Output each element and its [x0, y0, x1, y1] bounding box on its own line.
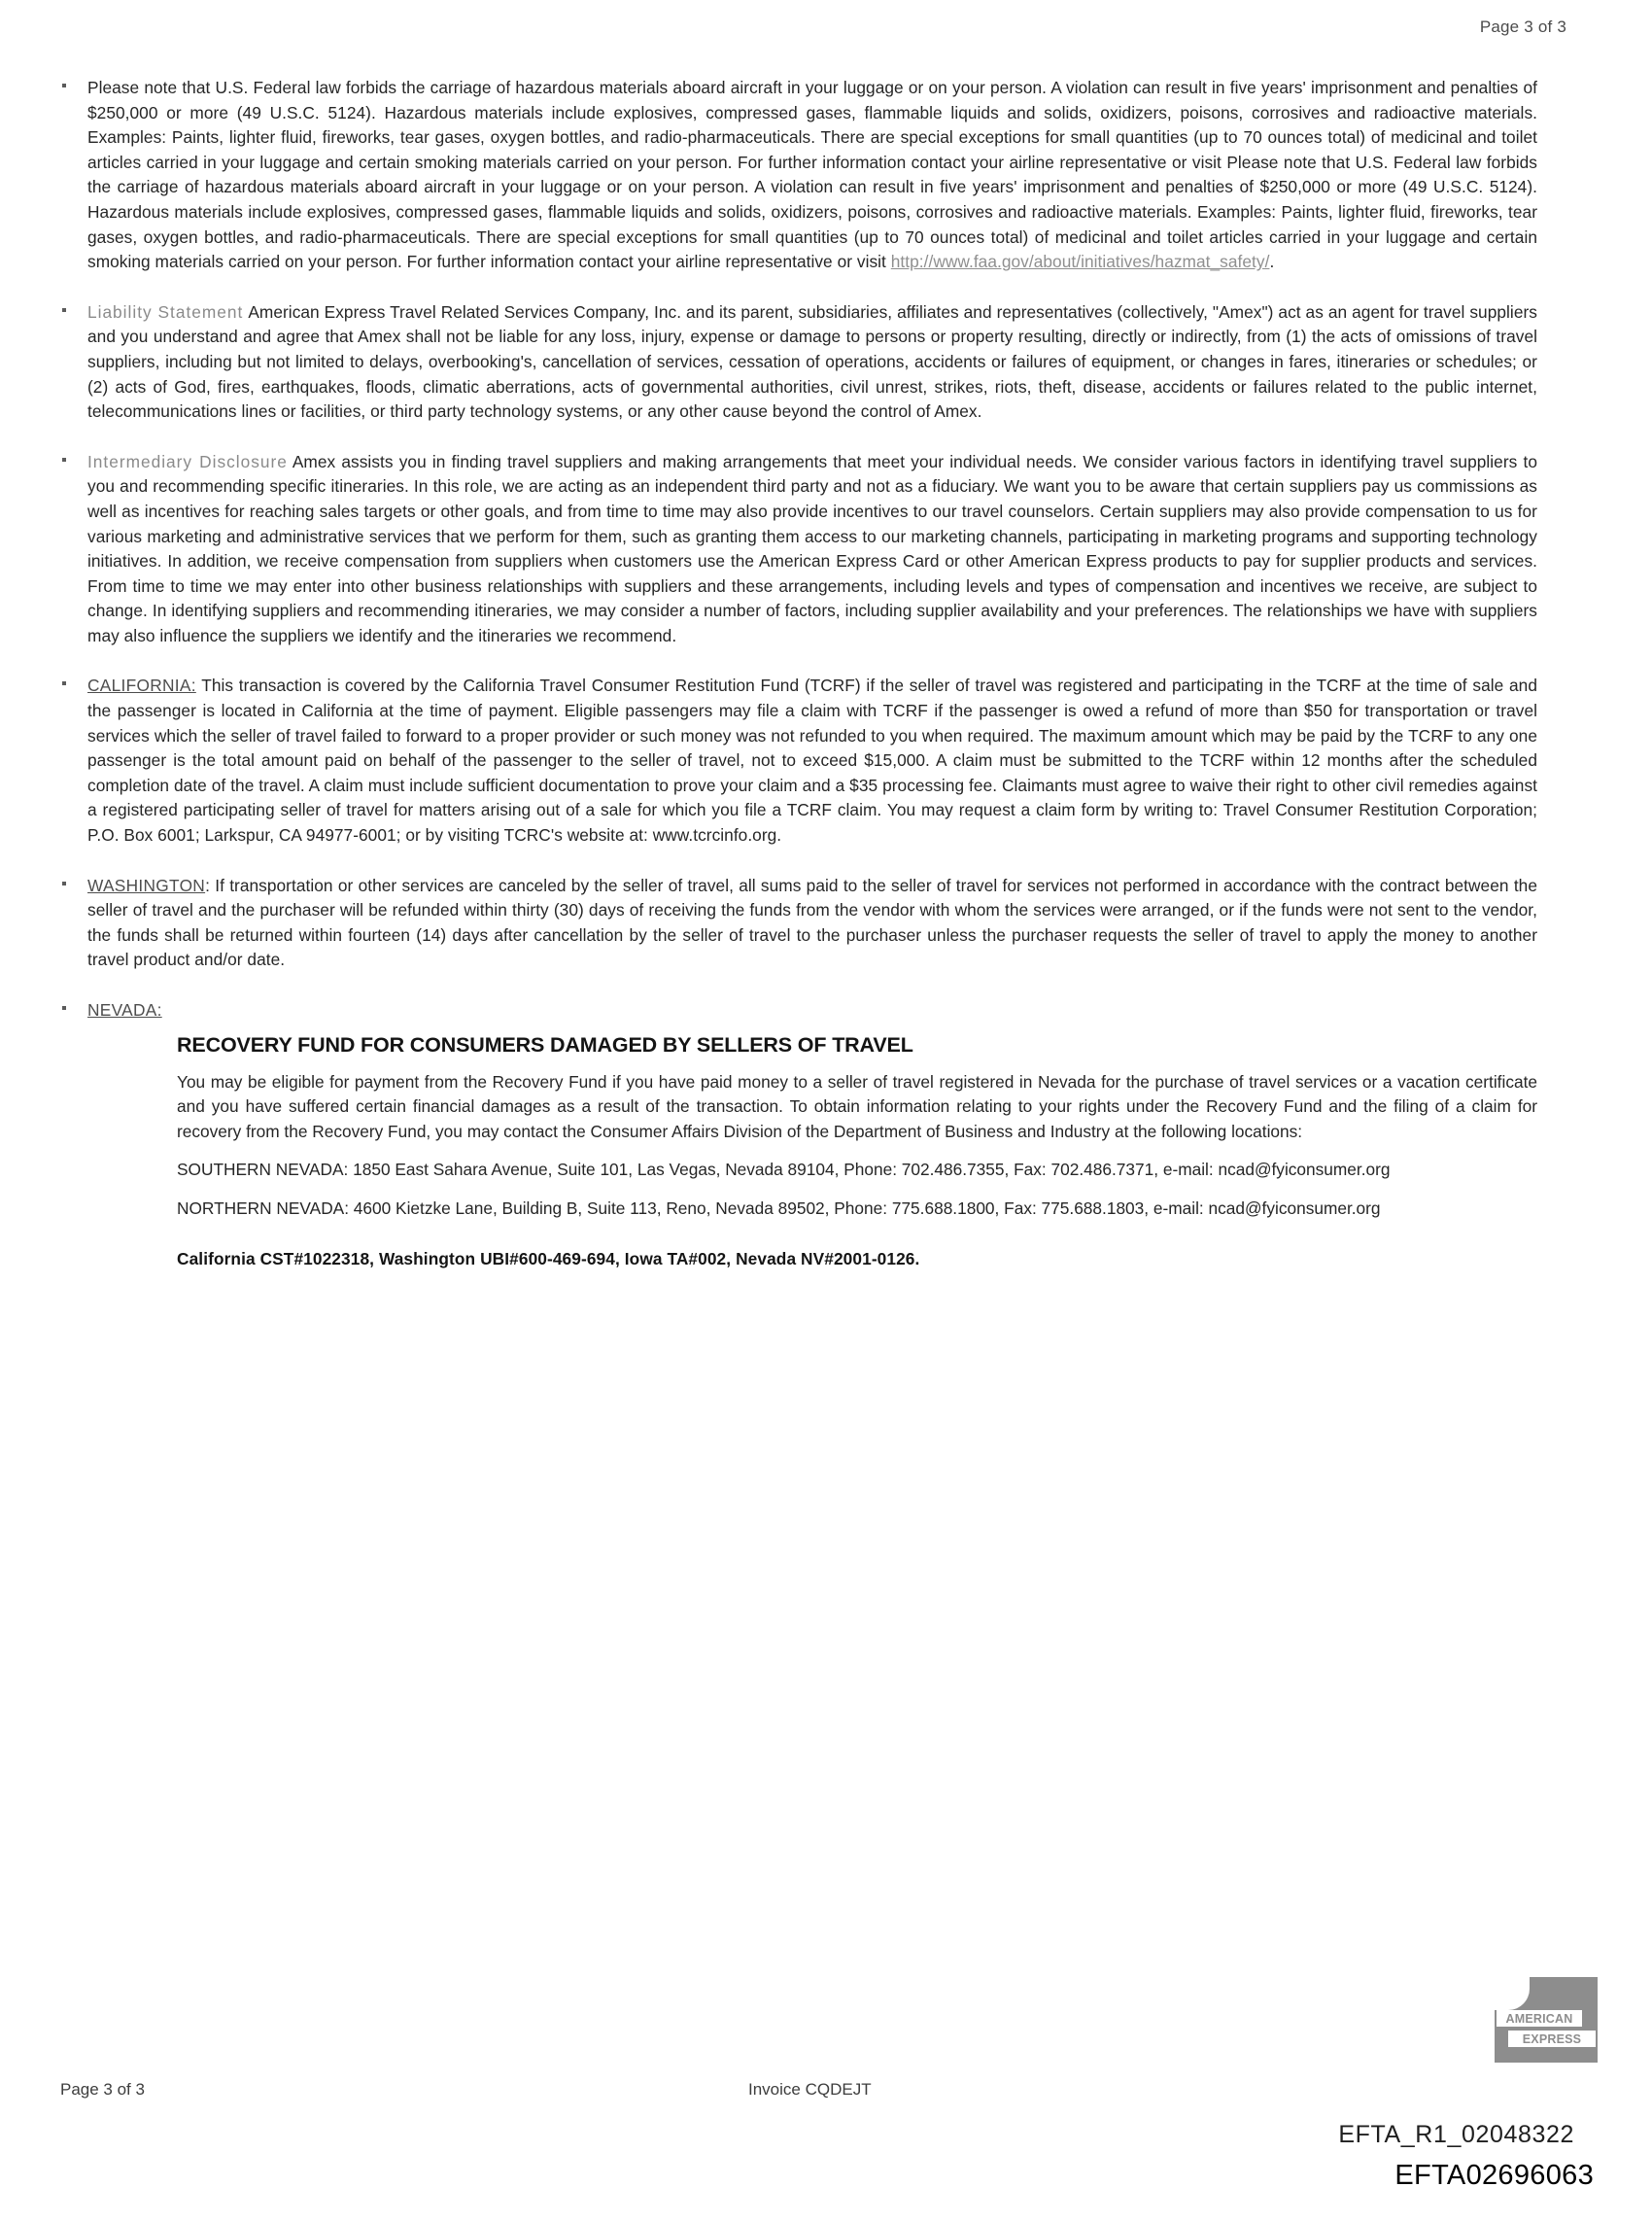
bullet-item-liability — [60, 300, 1537, 425]
logo-text-express: EXPRESS — [1508, 2031, 1596, 2047]
document-body — [60, 76, 1537, 1297]
southern-nevada-address: SOUTHERN NEVADA: 1850 East Sahara Avenue, Suite 101, Las Vegas, Nevada 89104, Phone: 702.486.7355, Fax: 702.486.7371, e-mail: ncad@fyiconsumer.org — [177, 1160, 1391, 1180]
washington-text: : If transportation or other services are canceled by the seller of travel, all sums paid to the seller of travel for services not performed in accordance with the contract between the seller of travel and the purchaser will be refunded within thirty (30) days of receiving the funds from the vendor with whom the services were arranged, or if the funds were not sent to the vendor, the funds shall be returned within fourteen (14) days after cancellation by the seller of travel to the purchaser unless the purchaser requests the seller of travel to apply the money to another travel product and/or date. — [87, 875, 1537, 970]
bates-stamp-secondary: EFTA02696063 — [1394, 2160, 1594, 2191]
intermediary-label: Intermediary Disclosure — [87, 451, 288, 471]
bullet-dot-icon — [62, 458, 66, 462]
paragraph-intermediary-disclosure — [87, 450, 1537, 649]
footer-page-indicator: Page 3 of 3 — [60, 2080, 145, 2099]
bullet-dot-icon — [62, 1006, 66, 1010]
american-express-logo — [1495, 1977, 1598, 2063]
liability-text: American Express Travel Related Services Company, Inc. and its parent, subsidiaries, affiliates and representatives (collectively, "Amex") act as an agent for travel suppliers and you understand and agree that Amex shall not be liable for any loss, injury, expense or damage to persons or property resulting, directly or indirectly, from (1) the acts of omissions of travel suppliers, including but not limited to delays, overbooking's, cancellation of services, cessation of operations, accidents or failures of equipment, or changes in fares, itineraries or schedules; or (2) acts of God, fires, earthquakes, floods, climatic aberrations, acts of governmental authorities, civil unrest, strikes, riots, theft, disease, accidents or failures related to the public internet, telecommunications lines or facilities, or third party technology systems, or any other cause beyond the control of Amex. — [87, 301, 1537, 422]
logo-notch-shape — [1495, 1977, 1530, 2010]
bullet-dot-icon — [62, 84, 66, 87]
california-label: CALIFORNIA: — [87, 676, 196, 696]
california-text: This transaction is covered by the California Travel Consumer Restitution Fund (TCRF) if the seller of travel was registered and participating in the TCRF at the time of sale and the passenger is located in California at the time of payment. Eligible passengers may file a claim with TCRF if the passenger is owed a refund of more than $50 for transportation or travel services which the seller of travel failed to forward to a proper provider or such money was not refunded to you when required. The maximum amount which may be paid by the TCRF to any one passenger is the total amount paid on behalf of the passenger to the seller of travel, not to exceed $15,000. A claim must be submitted to the TCRF within 12 months after the scheduled completion date of the travel. A claim must include sufficient documentation to prove your claim and a $35 processing fee. Claimants must agree to waive their right to other civil remedies against a registered participating seller of travel for matters arising out of a sale for which you file a TCRF claim. You may request a claim form by writing to: Travel Consumer Restitution Corporation; P.O. Box 6001; Larkspur, CA 94977-6001; or by visiting TCRC's website at: www.tcrcinfo.org. — [87, 676, 1537, 846]
footer-invoice-number: Invoice CQDEJT — [748, 2080, 872, 2099]
hazmat-text: Please note that U.S. Federal law forbids the carriage of hazardous materials aboard aircraft in your luggage or on your person. A violation can result in five years' imprisonment and penalties of $250,000 or more (49 U.S.C. 5124). Hazardous materials include explosives, compressed gases, flammable liquids and solids, oxidizers, poisons, corrosives and radioactive materials. Examples: Paints, lighter fluid, fireworks, tear gases, oxygen bottles, and radio-pharmaceuticals. There are special exceptions for small quantities (up to 70 ounces total) of medicinal and toilet articles carried in your luggage and certain smoking materials carried on your person. For further information contact your airline representative or visit Please note that U.S. Federal law forbids the carriage of hazardous materials aboard aircraft in your luggage or on your person. A violation can result in five years' imprisonment and penalties of $250,000 or more (49 U.S.C. 5124). Hazardous materials include explosives, compressed gases, flammable liquids and solids, oxidizers, poisons, corrosives and radioactive materials. Examples: Paints, lighter fluid, fireworks, tear gases, oxygen bottles, and radio-pharmaceuticals. There are special exceptions for small quantities (up to 70 ounces total) of medicinal and toilet articles carried in your luggage and certain smoking materials carried on your person. For further information contact your airline representative or visit — [87, 78, 1537, 272]
seller-of-travel-license-numbers: California CST#1022318, Washington UBI#600-469-694, Iowa TA#002, Nevada NV#2001-0126. — [177, 1248, 920, 1268]
washington-label: WASHINGTON — [87, 875, 206, 895]
hazmat-tail: . — [1269, 252, 1275, 272]
paragraph-nevada-label — [87, 998, 1537, 1024]
paragraph-liability — [87, 300, 1537, 425]
bullet-item-washington — [60, 874, 1537, 973]
northern-nevada-address: NORTHERN NEVADA: 4600 Kietzke Lane, Building B, Suite 113, Reno, Nevada 89502, Phone: 775.688.1800, Fax: 775.688.1803, e-mail: ncad@fyiconsumer.org — [177, 1198, 1381, 1218]
paragraph-washington — [87, 874, 1537, 973]
bullet-dot-icon — [62, 308, 66, 312]
logo-text-american: AMERICAN — [1497, 2010, 1582, 2027]
bullet-item-california — [60, 674, 1537, 848]
bates-stamp-primary: EFTA_R1_02048322 — [1338, 2121, 1574, 2148]
paragraph-california — [87, 674, 1537, 848]
recovery-fund-heading: RECOVERY FUND FOR CONSUMERS DAMAGED BY SELLERS OF TRAVEL — [177, 1032, 913, 1057]
nevada-recovery-fund-block — [87, 1033, 1537, 1272]
paragraph-hazmat — [87, 76, 1537, 275]
recovery-fund-body: You may be eligible for payment from the Recovery Fund if you have paid money to a seller of travel registered in Nevada for the purchase of travel services or a vacation certificate and you have suffered certain financial damages as a result of the transaction. To obtain information relating to your rights under the Recovery Fund and the filing of a claim for recovery from the Recovery Fund, you may contact the Consumer Affairs Division of the Department of Business and Industry at the following locations: — [177, 1071, 1537, 1141]
bullet-item-hazmat — [60, 76, 1537, 275]
page-header-indicator: Page 3 of 3 — [1479, 17, 1566, 36]
bullet-dot-icon — [62, 882, 66, 885]
bullet-dot-icon — [62, 681, 66, 685]
liability-label: Liability Statement — [87, 301, 244, 322]
bullet-item-nevada — [60, 998, 1537, 1271]
intermediary-text: Amex assists you in finding travel suppliers and making arrangements that meet your individual needs. We consider various factors in identifying travel suppliers to you and recommending specific itineraries. In this role, we are acting as an independent third party and not as a fiduciary. We want you to be aware that certain suppliers pay us commissions as well as incentives for reaching sales targets or other goals, and from time to time may also provide incentives to our travel counselors. Certain suppliers may also provide compensation to us for various marketing and administrative services that we perform for them, such as granting them access to our marketing channels, participating in marketing programs and supporting technology initiatives. In addition, we receive compensation from suppliers when customers use the American Express Card or other American Express products to pay for supplier products and services. From time to time we may enter into other business relationships with suppliers and these arrangements, including levels and types of compensation and incentives we receive, are subject to change. In identifying suppliers and recommending itineraries, we may consider a number of factors, including supplier availability and your preferences. The relationships we have with suppliers may also influence the suppliers we identify and the itineraries we recommend. — [87, 451, 1538, 645]
faa-hazmat-link[interactable]: http://www.faa.gov/about/initiatives/hazmat_safety/ — [890, 252, 1270, 272]
bullet-item-intermediary-disclosure — [60, 450, 1537, 649]
nevada-label: NEVADA: — [87, 1000, 162, 1020]
